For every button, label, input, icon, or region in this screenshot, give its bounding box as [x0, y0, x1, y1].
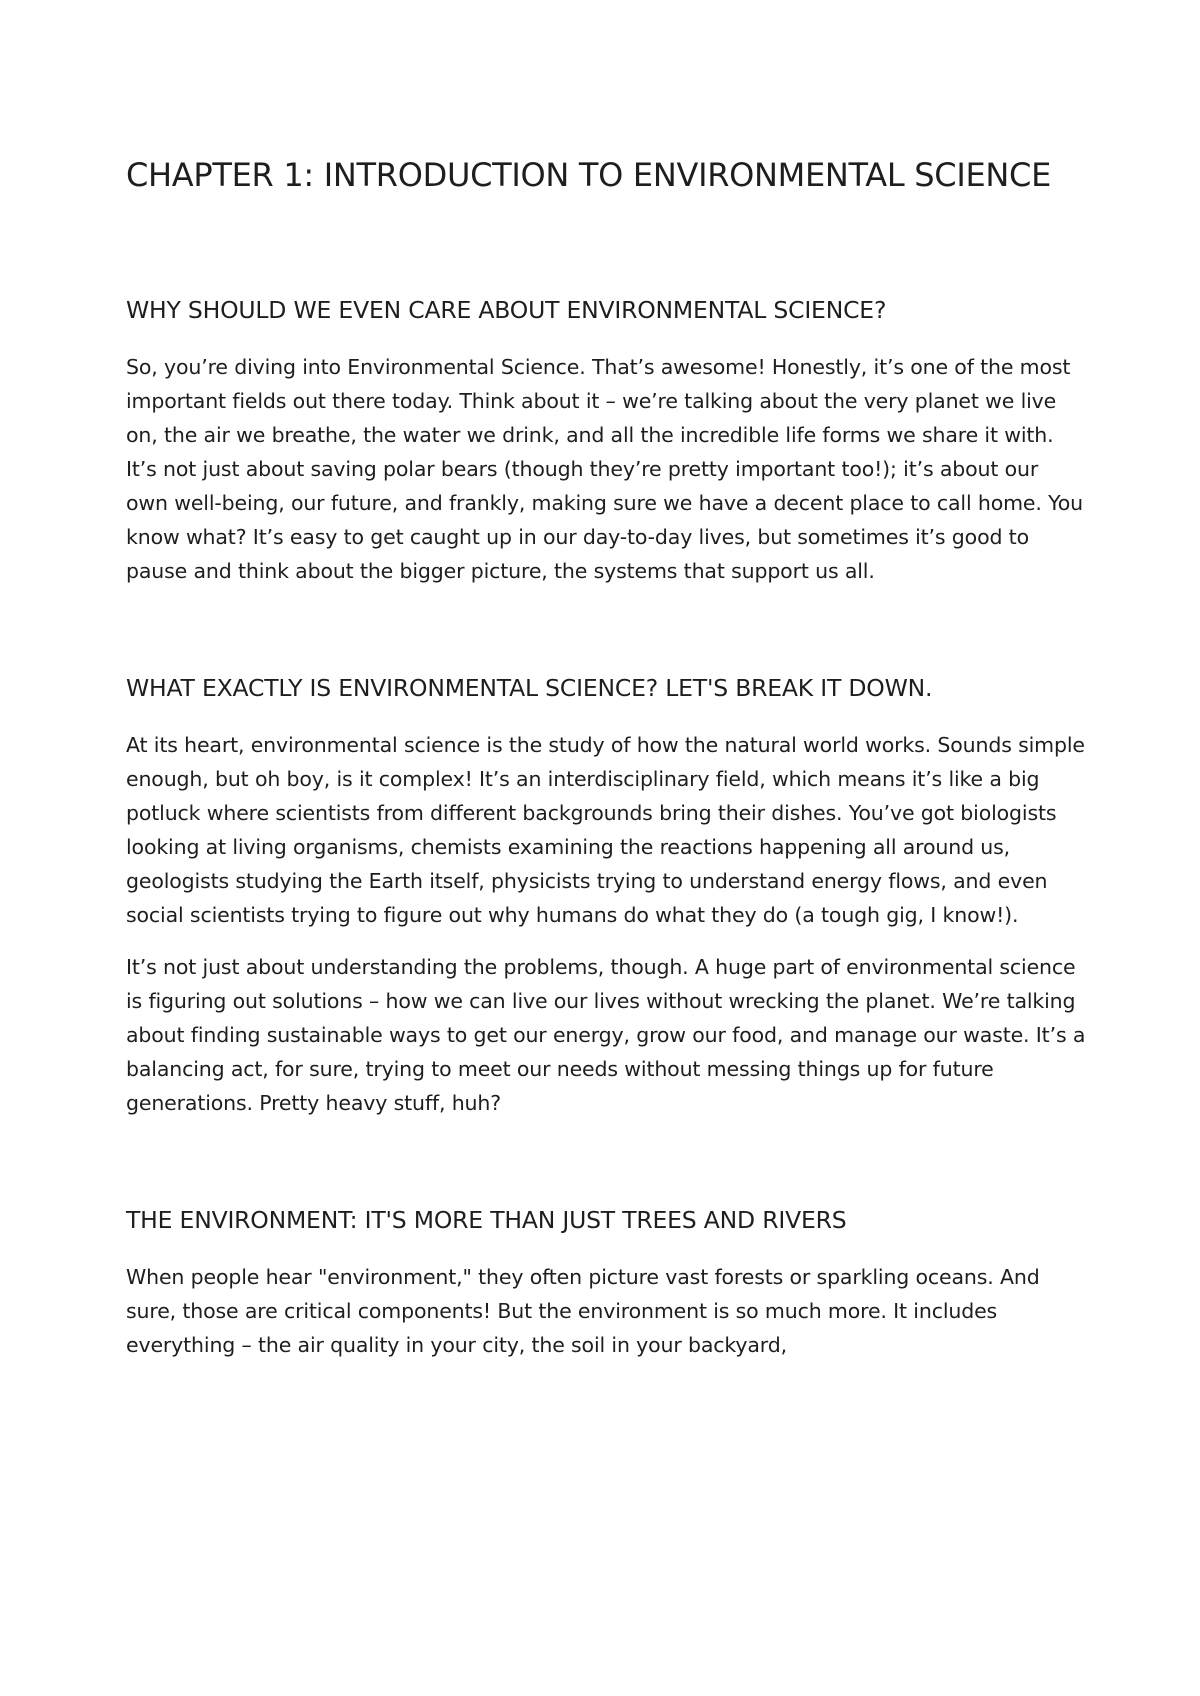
page-content	[126, 150, 1086, 1362]
paragraph: It’s not just about understanding the problems, though. A huge part of environmental science is figuring out solutions – how we can live our lives without wrecking the planet. We’re talking about finding sustainable ways to get our energy, grow our food, and manage our waste. It’s a balancing act, for sure, trying to meet our needs without messing things up for future generations. Pretty heavy stuff, huh?	[126, 955, 1086, 1115]
chapter-title: CHAPTER 1: INTRODUCTION TO ENVIRONMENTAL SCIENCE	[126, 156, 1051, 194]
section-heading: WHAT EXACTLY IS ENVIRONMENTAL SCIENCE? LET'S BREAK IT DOWN.	[126, 674, 933, 702]
paragraph: So, you’re diving into Environmental Science. That’s awesome! Honestly, it’s one of the most important fields out there today. Think about it – we’re talking about the very planet we live on, the air we breathe, the water we drink, and all the incredible life forms we share it with. It’s not just about saving polar bears (though they’re pretty important too!); it’s about our own well-being, our future, and frankly, making sure we have a decent place to call home. You know what? It’s easy to get caught up in our day-to-day lives, but sometimes it’s good to pause and think about the bigger picture, the systems that support us all.	[126, 355, 1083, 583]
paragraph: When people hear "environment," they often picture vast forests or sparkling oceans. And sure, those are critical components! But the environment is so much more. It includes everything – the air quality in your city, the soil in your backyard,	[126, 1265, 1040, 1357]
section-why-care	[126, 294, 1086, 588]
section-the-environment	[126, 1204, 1086, 1362]
paragraph: At its heart, environmental science is the study of how the natural world works. Sounds simple enough, but oh boy, is it complex! It’s an interdisciplinary field, which means it’s like a big potluck where scientists from different backgrounds bring their dishes. You’ve got biologists looking at living organisms, chemists examining the reactions happening all around us, geologists studying the Earth itself, physicists trying to understand energy flows, and even social scientists trying to figure out why humans do what they do (a tough gig, I know!).	[126, 733, 1085, 927]
section-heading: WHY SHOULD WE EVEN CARE ABOUT ENVIRONMENTAL SCIENCE?	[126, 296, 887, 324]
section-what-is	[126, 672, 1086, 1120]
section-heading: THE ENVIRONMENT: IT'S MORE THAN JUST TREES AND RIVERS	[126, 1206, 847, 1234]
